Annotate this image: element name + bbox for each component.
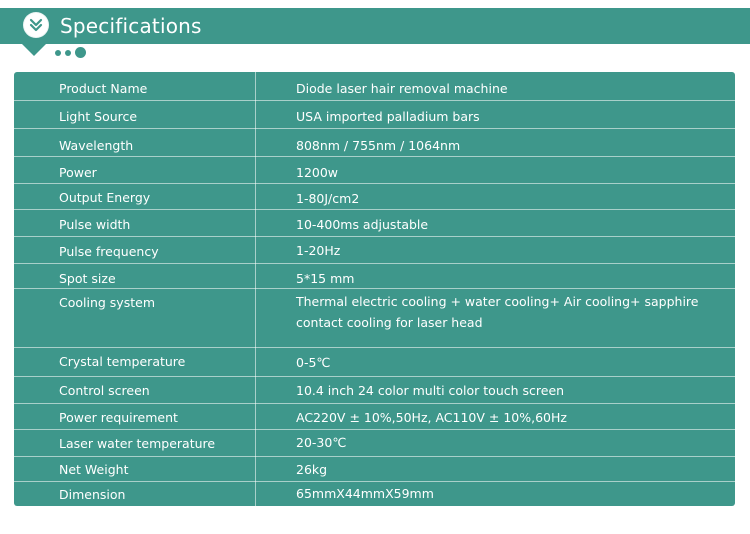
spec-row bbox=[14, 129, 735, 157]
spec-row bbox=[14, 377, 735, 404]
spec-name: Pulse width bbox=[59, 217, 131, 232]
spec-value: Thermal electric cooling + water cooling+ Air cooling+ sapphire contact cooling for laser head bbox=[296, 294, 699, 330]
spec-name: Net Weight bbox=[59, 462, 129, 477]
specifications-table bbox=[14, 72, 735, 506]
spec-name: Power requirement bbox=[59, 410, 178, 425]
spec-row bbox=[14, 157, 735, 184]
spec-row bbox=[14, 72, 735, 101]
spec-value: 808nm / 755nm / 1064nm bbox=[296, 138, 461, 153]
spec-value: 0-5℃ bbox=[296, 355, 331, 370]
spec-row bbox=[14, 457, 735, 482]
spec-name: Control screen bbox=[59, 383, 150, 398]
page-title: Specifications bbox=[60, 14, 202, 38]
spec-row bbox=[14, 348, 735, 377]
spec-value: 1-20Hz bbox=[296, 243, 341, 258]
spec-name: Output Energy bbox=[59, 190, 151, 205]
spec-value: 1200w bbox=[296, 165, 339, 180]
spec-row bbox=[14, 210, 735, 237]
spec-name: Spot size bbox=[59, 271, 116, 286]
spec-value: 5*15 mm bbox=[296, 271, 355, 286]
spec-row bbox=[14, 482, 735, 506]
spec-name: Wavelength bbox=[59, 138, 134, 153]
spec-row bbox=[14, 101, 735, 129]
dot-small bbox=[65, 50, 71, 56]
spec-name: Dimension bbox=[59, 487, 126, 502]
spec-value: 10.4 inch 24 color multi color touch screen bbox=[296, 383, 565, 398]
spec-name: Product Name bbox=[59, 81, 148, 96]
spec-row bbox=[14, 184, 735, 210]
header-notch bbox=[22, 44, 46, 56]
spec-name: Laser water temperature bbox=[59, 436, 216, 451]
spec-value: 65mmX44mmX59mm bbox=[296, 486, 434, 501]
spec-value: 1-80J/cm2 bbox=[296, 191, 360, 206]
spec-value: AC220V ± 10%,50Hz, AC110V ± 10%,60Hz bbox=[296, 410, 567, 425]
spec-name: Pulse frequency bbox=[59, 244, 159, 259]
spec-row bbox=[14, 430, 735, 457]
spec-name: Cooling system bbox=[59, 295, 155, 310]
spec-row bbox=[14, 237, 735, 264]
spec-value: 20-30℃ bbox=[296, 435, 347, 450]
spec-name: Power bbox=[59, 165, 97, 180]
spec-row bbox=[14, 289, 735, 348]
spec-name: Light Source bbox=[59, 109, 138, 124]
spec-value: 26kg bbox=[296, 462, 328, 477]
spec-value: USA imported palladium bars bbox=[296, 109, 480, 124]
spec-value: Diode laser hair removal machine bbox=[296, 81, 508, 96]
double-chevron-down-icon bbox=[24, 13, 48, 37]
dot-large bbox=[75, 47, 86, 58]
spec-row bbox=[14, 264, 735, 289]
dot-small bbox=[55, 50, 61, 56]
spec-value: 10-400ms adjustable bbox=[296, 217, 429, 232]
spec-name: Crystal temperature bbox=[59, 354, 186, 369]
spec-row bbox=[14, 404, 735, 430]
